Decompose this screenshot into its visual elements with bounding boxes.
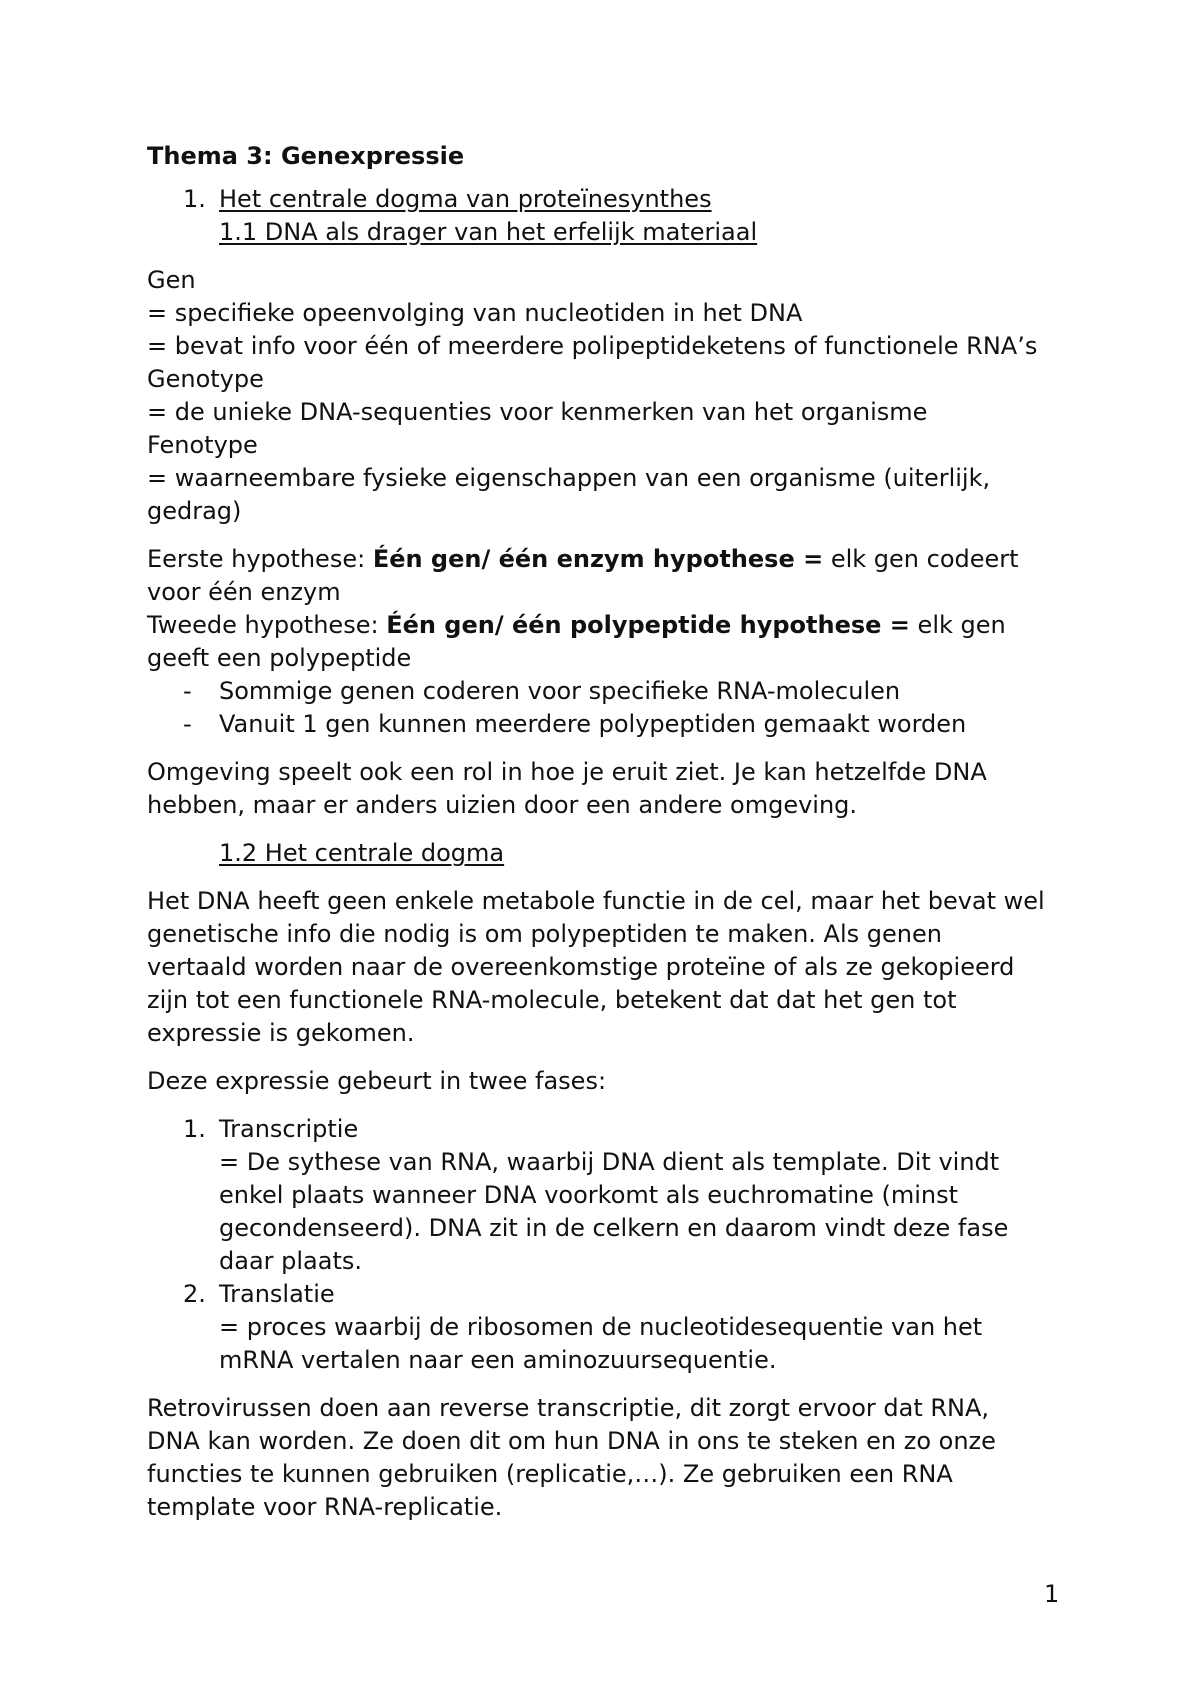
definition-line: = specifieke opeenvolging van nucleotiden in het DNA (147, 299, 803, 327)
phase-line: enkel plaats wanneer DNA voorkomt als euchromatine (minst (219, 1181, 959, 1209)
first-hypothesis-cont: voor één enzym (147, 578, 341, 606)
paragraph-line: Omgeving speelt ook een rol in hoe je eruit ziet. Je kan hetzelfde DNA (147, 758, 987, 786)
paragraph-line: Retrovirussen doen aan reverse transcriptie, dit zorgt ervoor dat RNA, (147, 1394, 990, 1422)
definition-line: = bevat info voor één of meerdere polipeptideketens of functionele RNA’s (147, 332, 1038, 360)
definition-line: = de unieke DNA-sequenties voor kenmerken van het organisme (147, 398, 928, 426)
subsection-heading-1-2 (147, 837, 1077, 870)
first-hypothesis-prefix: Eerste hypothese: (147, 545, 373, 573)
paragraph-line: expressie is gekomen. (147, 1019, 415, 1047)
definition-line: Gen (147, 266, 196, 294)
definition-line: = waarneembare fysieke eigenschappen van een organisme (uiterlijk, (147, 464, 991, 492)
definition-line: gedrag) (147, 497, 242, 525)
first-hypothesis-text: elk gen codeert (823, 545, 1019, 573)
definition-line: Fenotype (147, 431, 258, 459)
dash-marker: - (183, 710, 192, 738)
second-hypothesis-text: elk gen (909, 611, 1006, 639)
subsection-heading-text: 1.2 Het centrale dogma (219, 839, 505, 867)
paragraph-line: functies te kunnen gebruiken (replicatie,…). Ze gebruiken een RNA (147, 1460, 953, 1488)
phase-item (147, 1278, 1077, 1377)
second-hypothesis-prefix: Tweede hypothese: (147, 611, 387, 639)
environment-paragraph (147, 756, 1077, 822)
phase-line: = De sythese van RNA, waarbij DNA dient als template. Dit vindt (219, 1148, 1000, 1176)
definitions-block (147, 264, 1077, 528)
phase-number: 2. (183, 1280, 206, 1308)
section-number: 1. (183, 185, 206, 213)
paragraph-line: Het DNA heeft geen enkele metabole functie in de cel, maar het bevat wel (147, 887, 1045, 915)
paragraph-line: DNA kan worden. Ze doen dit om hun DNA in ons te steken en zo onze (147, 1427, 996, 1455)
subsection-heading-1-1: 1.1 DNA als drager van het erfelijk materiaal (219, 218, 758, 246)
phase-line: daar plaats. (219, 1247, 363, 1275)
paragraph-line: vertaald worden naar de overeenkomstige proteïne of als ze gekopieerd (147, 953, 1015, 981)
first-hypothesis-bold: Één gen/ één enzym hypothese = (372, 545, 824, 573)
second-hypothesis-cont: geeft een polypeptide (147, 644, 412, 672)
dogma-paragraph (147, 885, 1077, 1050)
phase-line: gecondenseerd). DNA zit in de celkern en daarom vindt deze fase (219, 1214, 1009, 1242)
paragraph-line: hebben, maar er anders uizien door een andere omgeving. (147, 791, 858, 819)
phase-name: Translatie (219, 1280, 335, 1308)
phases-intro: Deze expressie gebeurt in twee fases: (147, 1067, 607, 1095)
document-page (147, 140, 1077, 1524)
dash-item-text: Sommige genen coderen voor specifieke RNA-moleculen (219, 677, 901, 705)
section-heading: Het centrale dogma van proteïnesynthes (219, 185, 712, 213)
retrovirus-paragraph (147, 1392, 1077, 1524)
document-title: Thema 3: Genexpressie (147, 142, 465, 170)
section-heading-item (147, 183, 1077, 249)
hypotheses-block (147, 543, 1077, 675)
dash-marker: - (183, 677, 192, 705)
dash-item-text: Vanuit 1 gen kunnen meerdere polypeptiden gemaakt worden (219, 710, 967, 738)
phase-name: Transcriptie (219, 1115, 359, 1143)
paragraph-line: genetische info die nodig is om polypeptiden te maken. Als genen (147, 920, 942, 948)
paragraph-line: template voor RNA-replicatie. (147, 1493, 503, 1521)
second-hypothesis (147, 609, 1077, 642)
dash-list (147, 675, 1077, 741)
paragraph-line: zijn tot een functionele RNA-molecule, betekent dat dat het gen tot (147, 986, 957, 1014)
phase-number: 1. (183, 1115, 206, 1143)
dash-list-item (147, 675, 1077, 708)
page-number: 1 (1044, 1580, 1060, 1608)
section-heading-list (147, 183, 1077, 249)
first-hypothesis (147, 543, 1077, 576)
dash-list-item (147, 708, 1077, 741)
phase-item (147, 1113, 1077, 1278)
phase-line: = proces waarbij de ribosomen de nucleotidesequentie van het (219, 1313, 983, 1341)
second-hypothesis-bold: Één gen/ één polypeptide hypothese = (386, 611, 910, 639)
phase-line: mRNA vertalen naar een aminozuursequentie. (219, 1346, 777, 1374)
phases-list (147, 1113, 1077, 1377)
definition-line: Genotype (147, 365, 264, 393)
